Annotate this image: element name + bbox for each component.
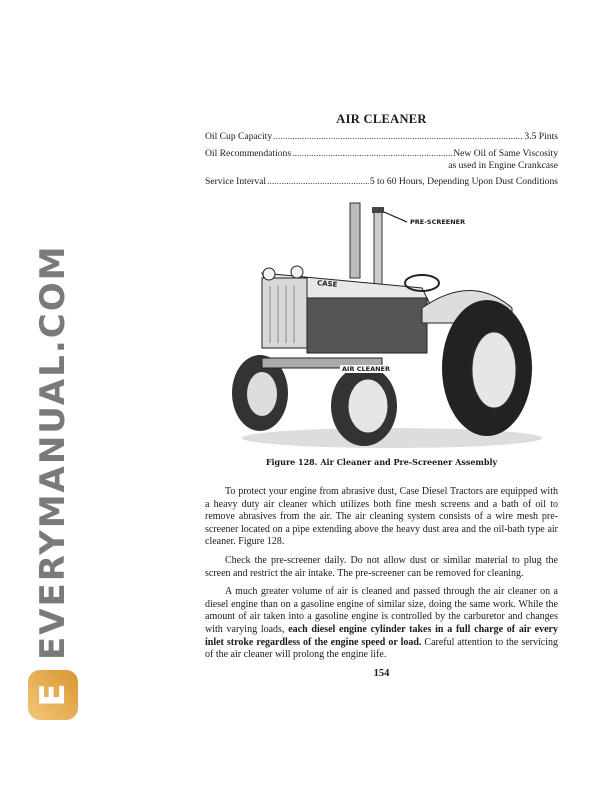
spec-oil-recommendations — [205, 148, 558, 159]
spec-label: Oil Recommendations — [205, 148, 292, 159]
watermark — [28, 245, 78, 720]
body-flow — [205, 486, 558, 679]
watermark-logo-icon: E — [28, 670, 78, 720]
air-cleaner-callout: AIR CLEANER — [342, 365, 390, 373]
section-title: AIR CLEANER — [336, 112, 427, 126]
page-number: 154 — [373, 667, 390, 679]
spec-value: 3.5 Pints — [524, 131, 558, 142]
body-text — [205, 486, 558, 662]
spec-value-continued: as used in Engine Crankcase — [448, 160, 558, 171]
pre-screener-callout: PRE-SCREENER — [410, 218, 466, 226]
paragraph-3 — [205, 586, 558, 662]
leader-dots — [267, 176, 369, 187]
tractor-illustration — [222, 198, 542, 453]
leader-dots — [292, 148, 452, 159]
tractor-figure — [222, 198, 542, 453]
spec-service-interval — [205, 176, 558, 187]
figure-caption: Figure 128. Air Cleaner and Pre-Screener Assembly — [265, 457, 498, 467]
leader-dots — [273, 131, 523, 142]
hood-brand-label: CASE — [316, 279, 338, 289]
spec-label: Service Interval — [205, 176, 266, 187]
paragraph-1: To protect your engine from abrasive dust, Case Diesel Tractors are equipped with a heavy duty air cleaner which utilizes both fine mesh screens and a bath of oil to remove abrasives from the air. The air cleaning system consists of a wire mesh pre-screener located on a pipe extending above the heavy dust area and the oil-bath type air cleaner. Figure 128. — [205, 486, 558, 548]
spec-label: Oil Cup Capacity — [205, 131, 273, 142]
spec-value: 5 to 60 Hours, Depending Upon Dust Conditions — [369, 176, 558, 187]
paragraph-3-text-end: Careful attention to the servicing of the air cleaner will prolong the engine life. — [205, 636, 558, 661]
watermark-text: EVERYMANUAL.COM — [33, 244, 73, 660]
paragraph-2: Check the pre-screener daily. Do not allow dust or similar material to plug the screen and restrict the air intake. The pre-screener can be removed for cleaning. — [205, 554, 558, 579]
paragraph-3-bold: each diesel engine cylinder takes in a full charge of air every inlet stroke regardless of the engine speed or load. — [205, 623, 558, 648]
spec-oil-cup-capacity — [205, 131, 558, 142]
spec-value: New Oil of Same Viscosity — [453, 148, 558, 159]
paragraph-3-text: A much greater volume of air is cleaned and passed through the air cleaner on a diesel engine than on a gasoline engine of similar size, doing the same work. While the amount of air taken into a gasoline engine is controlled by the carburetor and changes with varying loads, — [205, 586, 558, 635]
